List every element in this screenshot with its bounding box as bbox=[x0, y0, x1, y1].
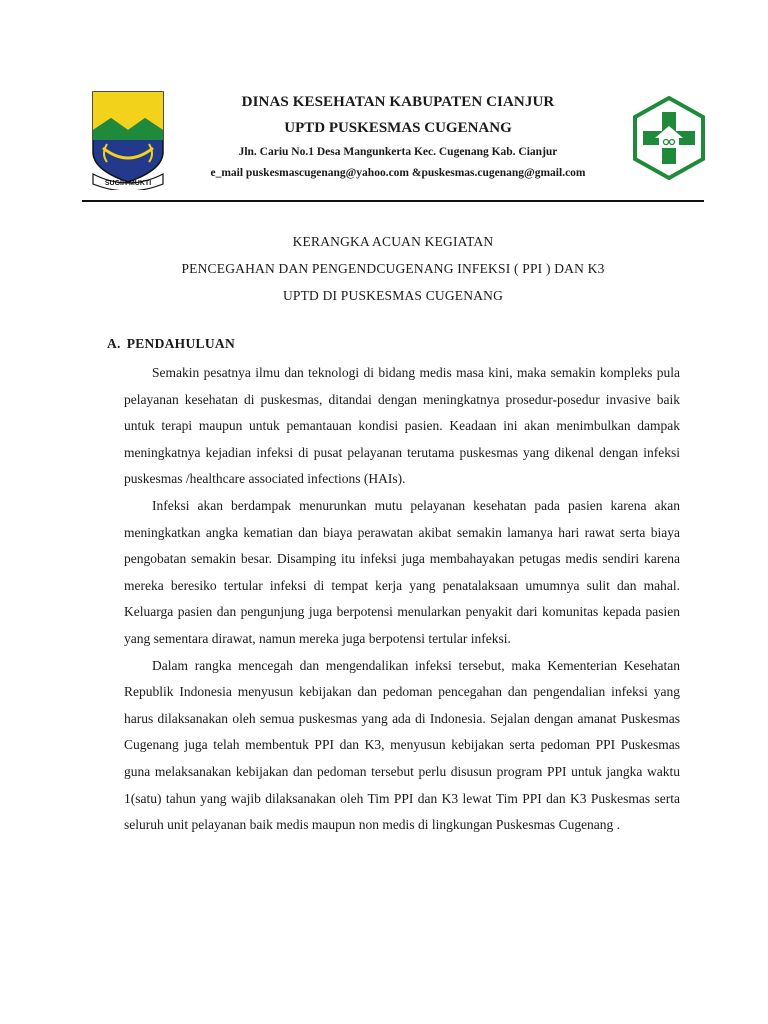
paragraph: Dalam rangka mencegah dan mengendalikan infeksi tersebut, maka Kementerian Kesehatan Republik Indonesia menyusun kebijakan dan pedoman pencegahan dan pengendalian infeksi yang harus dilaksanakan oleh semua puskesmas yang ada di Indonesia. Sejalan dengan amanat Puskesmas Cugenang juga telah membentuk PPI dan K3, menyusun kebijakan serta pedoman PPI Puskesmas guna melaksanakan kebijakan dan pedoman tersebut perlu disusun program PPI untuk jangka waktu 1(satu) tahun yang wajib dilaksanakan oleh Tim PPI dan K3 lewat Tim PPI dan K3 Puskesmas serta seluruh unit pelayanan baik medis maupun non medis di lingkungan Puskesmas Cugenang . bbox=[124, 657, 680, 833]
letterhead-text bbox=[170, 92, 626, 181]
paragraph: Infeksi akan berdampak menurunkan mutu pelayanan kesehatan pada pasien karena akan meningkatkan angka kematian dan biaya perawatan akibat semakin lamanya hari rawat serta biaya pengobatan semakin besar. Disamping itu infeksi juga membahayakan petugas medis sendiri karena mereka beresiko tertular infeksi di tempat kerja yang penatalaksaan umumnya sulit dan mahal. Keluarga pasien dan pengunjung juga berpotensi menularkan penyakit dari komunitas kepada pasien yang sementara dirawat, namun mereka juga berpotensi tertular infeksi. bbox=[124, 497, 680, 646]
office-email: e_mail puskesmascugenang@yahoo.com &puskesmas.cugenang@gmail.com bbox=[210, 167, 586, 179]
title-line-2: PENCEGAHAN DAN PENGENDCUGENANG INFEKSI ( PPI ) DAN K3 bbox=[181, 261, 605, 276]
section-body bbox=[124, 360, 680, 839]
office-name: UPTD PUSKESMAS CUGENANG bbox=[284, 120, 512, 136]
agency-name: DINAS KESEHATAN KABUPATEN CIANJUR bbox=[241, 94, 555, 110]
title-line-1: KERANGKA ACUAN KEGIATAN bbox=[292, 234, 494, 249]
section-number: A. bbox=[107, 336, 121, 351]
section-heading bbox=[107, 336, 235, 352]
paragraph: Semakin pesatnya ilmu dan teknologi di bidang medis masa kini, maka semakin kompleks pula pelayanan kesehatan di puskesmas, ditandai dengan meningkatnya prosedur-posedur invasive baik untuk terapi maupun untuk pemantauan kondisi pasien. Keadaan ini akan menimbulkan dampak meningkatnya kejadian infeksi di pusat pelayanan terutama puskesmas yang dikenal dengan infeksi puskesmas /healthcare associated infections (HAIs). bbox=[124, 365, 680, 487]
document-title bbox=[82, 228, 704, 309]
crest-ribbon-text: SUGIH MUKTI bbox=[104, 180, 152, 187]
office-address: Jln. Cariu No.1 Desa Mangunkerta Kec. Cugenang Kab. Cianjur bbox=[238, 146, 558, 158]
letterhead-divider bbox=[82, 200, 704, 202]
letterhead bbox=[0, 80, 768, 190]
title-line-3: UPTD DI PUSKESMAS CUGENANG bbox=[282, 288, 504, 303]
puskesmas-logo bbox=[633, 96, 705, 180]
section-title: PENDAHULUAN bbox=[126, 336, 235, 351]
cianjur-crest-logo bbox=[89, 90, 167, 190]
